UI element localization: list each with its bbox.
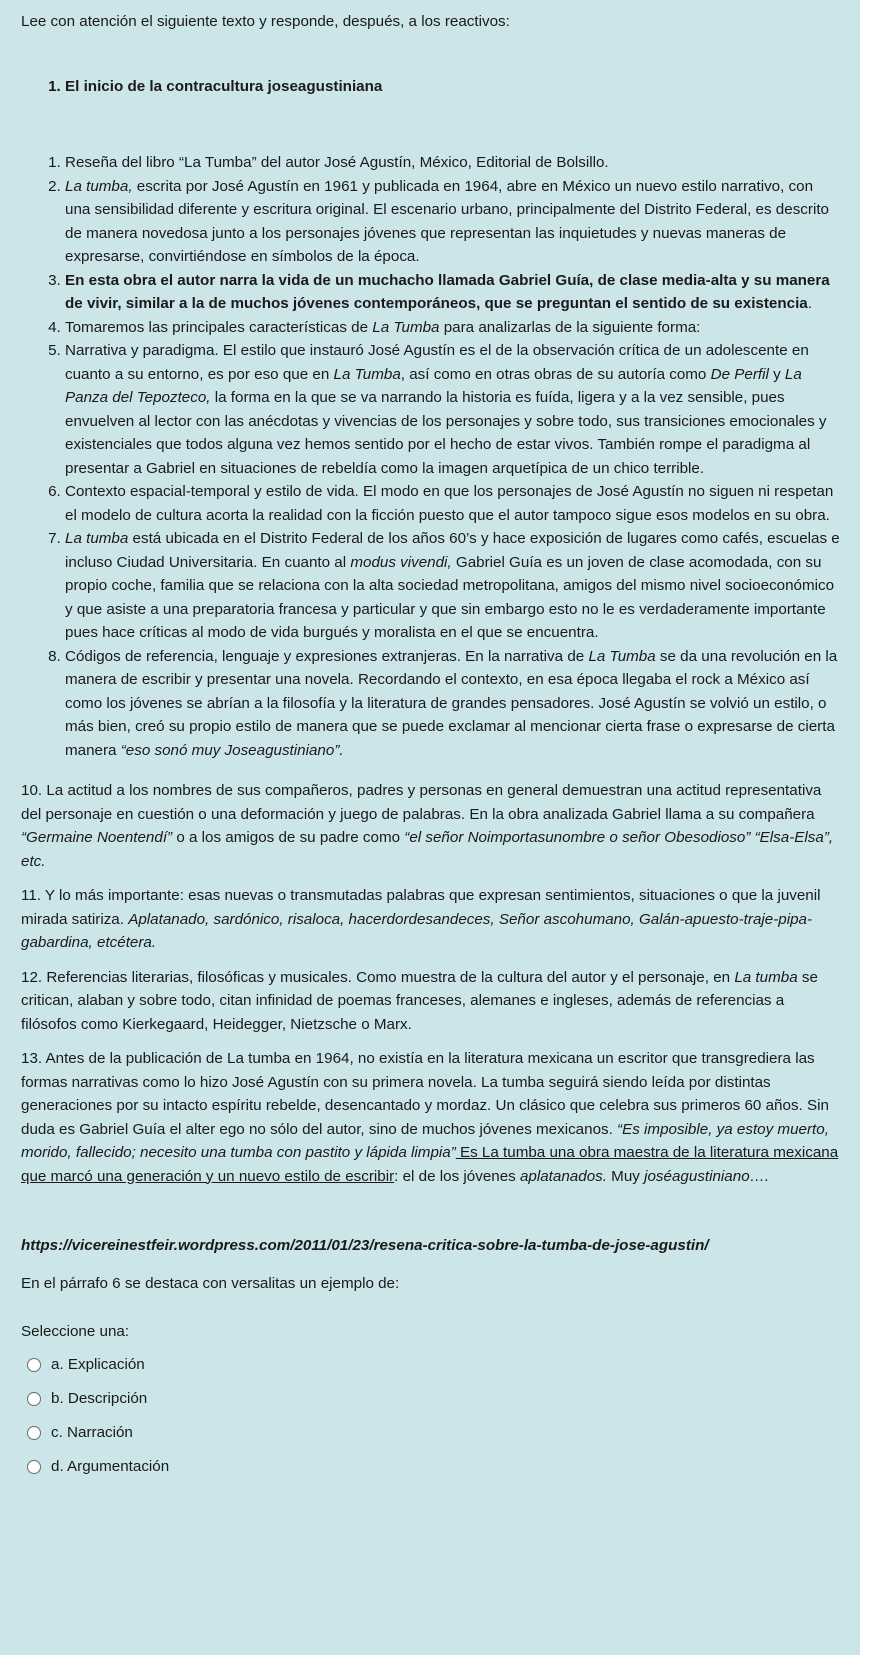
radio-button[interactable] (27, 1358, 41, 1372)
option-label[interactable]: c. Narración (51, 1423, 133, 1441)
option-a[interactable] (21, 1348, 842, 1382)
paragraph-10: 10. La actitud a los nombres de sus compañeros, padres y personas en general demuestran una actitud representativa del personaje en cuestión o una deformación y juego de palabras. En la obra analizada Gabriel llama a su compañera “Germaine Noentendí” o a los amigos de su padre como “el señor Noimportasunombre o señor Obesodioso” “Elsa-Elsa”, etc. (21, 782, 834, 870)
list-item: 7. La tumba está ubicada en el Distrito Federal de los años 60’s y hace exposición de lugares como cafés, escuelas e incluso Ciudad Universitaria. En cuanto al modus vivendi, Gabriel Guía es un joven de clase acomodada, con su propio coche, familia que se relaciona con la alta sociedad metropolitana, amigos del mismo nivel socioeconómico y que asiste a una preparatoria francesa y particular y que sin embargo esto no le es verdaderamente importante pues hace críticas al modo de vida burgués y moralista en el que se encuentra. (65, 527, 842, 645)
list-item: 8. Códigos de referencia, lenguaje y expresiones extranjeras. En la narrativa de La Tumba se da una revolución en la manera de escribir y presentar una novela. Recordando el contexto, en esa época llegaba el rock a México así como los jóvenes se abrían a la filosofía y la literatura de grandes pensadores. José Agustín se volvió un estilo, o más bien, creó su propio estilo de manera que se puede exclamar al mencionar cierta frase o expresarse de cierta manera “eso sonó muy Joseagustiniano”. (65, 645, 842, 763)
question-text: En el párrafo 6 se destaca con versalitas un ejemplo de: (21, 1274, 400, 1292)
list-item: 2. La tumba, escrita por José Agustín en 1961 y publicada en 1964, abre en México un nuevo estilo narrativo, con una sensibilidad diferente y escritura original. El escenario urbano, principalmente del Distrito Federal, es descrito de manera novedosa junto a los personajes jóvenes que representan las inquietudes y nuevas maneras de expresarse, convirtiéndose en símbolos de la época. (65, 175, 842, 269)
paragraph-13: 13. Antes de la publicación de La tumba en 1964, no existía en la literatura mexicana un escritor que transgrediera las formas narrativas como lo hizo José Agustín con su primera novela. La tumba seguirá siendo leída por distintas generaciones por su intacto espíritu rebelde, desencantado y mordaz. Un clásico que celebra sus primeros 60 años. Sin duda es Gabriel Guía el alter ego no sólo del autor, sino de muchos jóvenes mexicanos. “Es imposible, ya estoy muerto, morido, fallecido; necesito una tumba con pastito y lápida limpia” Es La tumba una obra maestra de la literatura mexicana que marcó una generación y un nuevo estilo de escribir: el de los jóvenes aplatanados. Muy joséagustiniano…. (21, 1050, 839, 1185)
list-item: 5. Narrativa y paradigma. El estilo que instauró José Agustín es el de la observación crítica de un adolescente en cuanto a su entorno, es por eso que en La Tumba, así como en otras obras de su autoría como De Perfil y La Panza del Tepozteco, la forma en la que se va narrando la historia es fuída, ligera y a la vez sensible, pues envuelven al lector con las anécdotas y vivencias de los personajes y sobre todo, sus transiciones emocionales y existenciales que todos alguna vez hemos sentido por el hecho de estar vivos. También rompe el paradigma al presentar a Gabriel en situaciones de rebeldía como la imagen arquetípica de un chico terrible. (65, 339, 842, 480)
list-item: 6. Contexto espacial-temporal y estilo de vida. El modo en que los personajes de José Agustín no siguen ni respetan el modelo de cultura acorta la realidad con la ficción puesto que el autor tampoco sigue esos modelos en su obra. (65, 480, 842, 527)
intro-text: Lee con atención el siguiente texto y responde, después, a los reactivos: (21, 13, 510, 30)
reading-title: 1. El inicio de la contracultura joseagustiniana (65, 75, 842, 99)
radio-button[interactable] (27, 1460, 41, 1474)
option-d[interactable] (21, 1450, 842, 1484)
list-item: 4. Tomaremos las principales características de La Tumba para analizarlas de la siguiente forma: (65, 316, 842, 340)
radio-button[interactable] (27, 1392, 41, 1406)
option-b[interactable] (21, 1382, 842, 1416)
source-url: https://vicereinestfeir.wordpress.com/2011/01/23/resena-critica-sobre-la-tumba-de-jose-agustin/ (21, 1237, 709, 1254)
answer-options (21, 1348, 842, 1484)
reading-list (21, 151, 842, 762)
title-list (21, 75, 842, 99)
option-label[interactable]: a. Explicación (51, 1355, 145, 1373)
option-label[interactable]: b. Descripción (51, 1389, 148, 1407)
paragraph-11: 11. Y lo más importante: esas nuevas o transmutadas palabras que expresan sentimientos, situaciones o que la juvenil mirada satiriza. Aplatanado, sardónico, risaloca, hacerdordesandeces, Señor ascohumano, Galán-apuesto-traje-pipa-gabardina, etcétera. (21, 887, 821, 951)
paragraph-12: 12. Referencias literarias, filosóficas y musicales. Como muestra de la cultura del autor y el personaje, en La tumba se critican, alaban y sobre todo, citan infinidad de poemas franceses, alemanes e ingleses, además de referencias a filósofos como Kierkegaard, Heidegger, Nietzsche o Marx. (21, 968, 818, 1033)
option-label[interactable]: d. Argumentación (51, 1457, 170, 1475)
list-item: 1. Reseña del libro “La Tumba” del autor José Agustín, México, Editorial de Bolsillo. (65, 151, 842, 175)
radio-button[interactable] (27, 1426, 41, 1440)
list-item: 3. En esta obra el autor narra la vida de un muchacho llamada Gabriel Guía, de clase media-alta y su manera de vivir, similar a la de muchos jóvenes contemporáneos, que se preguntan el sentido de su existencia. (65, 269, 842, 316)
option-c[interactable] (21, 1416, 842, 1450)
select-one-label: Seleccione una: (21, 1323, 130, 1340)
